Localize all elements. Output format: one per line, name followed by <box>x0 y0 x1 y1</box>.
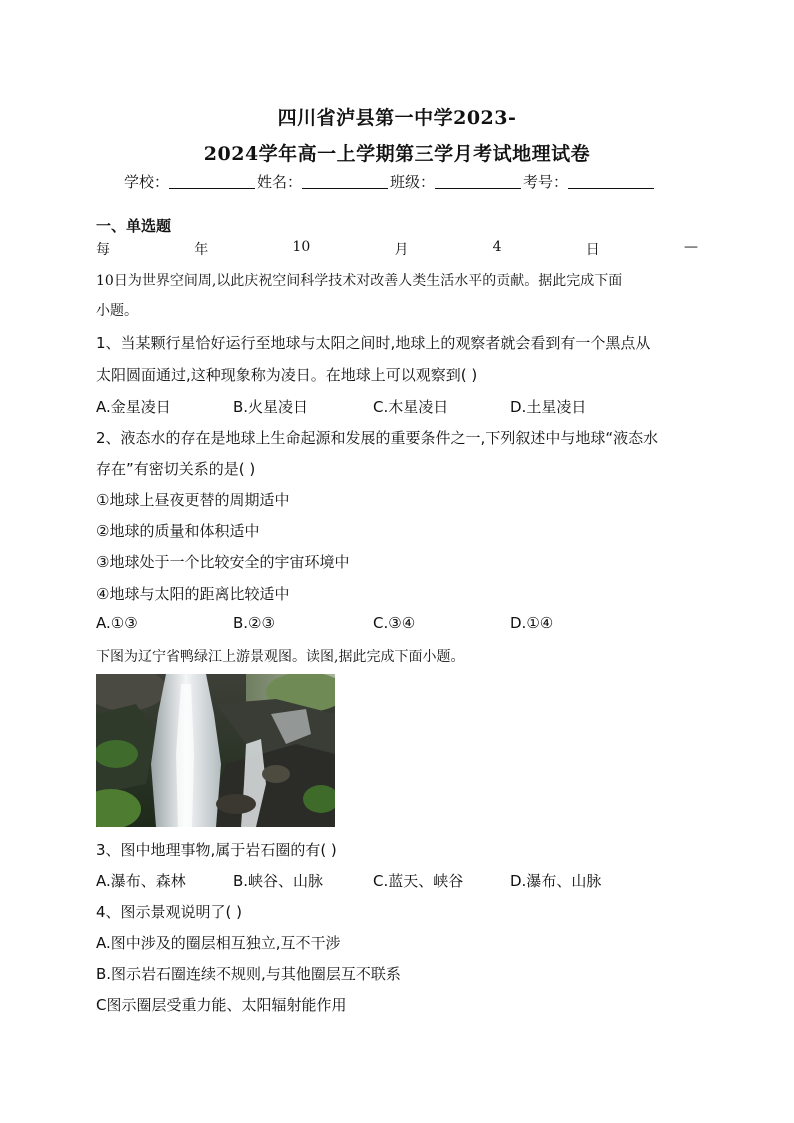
intro1-line1 <box>96 239 698 259</box>
q2-item-4: ④地球与太阳的距离比较适中 <box>96 585 290 603</box>
class-blank <box>435 174 521 189</box>
q1-option-d[interactable]: D.土星凌日 <box>510 398 587 416</box>
intro1-word: 4 <box>492 239 502 255</box>
q2-option-c[interactable]: C.③④ <box>373 614 416 632</box>
exam-no-label: 考号： <box>523 173 569 191</box>
intro1-line3: 小题。 <box>96 303 138 319</box>
q2-stem-line2: 存在”有密切关系的是( ) <box>96 460 256 478</box>
intro1-word: 月 <box>394 242 409 258</box>
q1-stem-line1: 1、当某颗行星恰好运行至地球与太阳之间时,地球上的观察者就会看到有一个黑点从 <box>96 334 651 352</box>
intro1-word: 年 <box>194 242 209 258</box>
intro1-word: 10 <box>292 239 311 255</box>
q2-option-b[interactable]: B.②③ <box>233 614 275 632</box>
q3-stem: 3、图中地理事物,属于岩石圈的有( ) <box>96 841 337 859</box>
name-blank <box>302 174 388 189</box>
q3-option-b[interactable]: B.峡谷、山脉 <box>233 872 324 890</box>
q3-option-d[interactable]: D.瀑布、山脉 <box>510 872 602 890</box>
student-info-line <box>124 171 656 192</box>
waterfall-photo <box>96 674 335 827</box>
intro1-line2: 10日为世界空间周,以此庆祝空间科学技术对改善人类生活水平的贡献。据此完成下面 <box>96 273 623 289</box>
q1-stem-line2: 太阳圆面通过,这种现象称为凌日。在地球上可以观察到( ) <box>96 366 478 384</box>
q3-option-c[interactable]: C.蓝天、峡谷 <box>373 872 464 890</box>
class-label: 班级： <box>390 173 436 191</box>
q2-stem-line1: 2、液态水的存在是地球上生命起源和发展的重要条件之一,下列叙述中与地球“液态水 <box>96 429 659 447</box>
intro1-word: 每 <box>96 242 110 258</box>
q3-option-a[interactable]: A.瀑布、森林 <box>96 872 186 890</box>
q2-option-a[interactable]: A.①③ <box>96 614 138 632</box>
q4-option-b[interactable]: B.图示岩石圈连续不规则,与其他圈层互不联系 <box>96 965 401 983</box>
q1-option-c[interactable]: C.木星凌日 <box>373 398 449 416</box>
q4-option-a[interactable]: A.图中涉及的圈层相互独立,互不干涉 <box>96 934 341 952</box>
q4-stem: 4、图示景观说明了( ) <box>96 903 243 921</box>
intro1-word: — <box>683 239 698 255</box>
doc-title-line2: 2024学年高一上学期第三学月考试地理试卷 <box>203 143 591 165</box>
exam-no-blank <box>568 174 654 189</box>
school-label: 学校： <box>124 173 170 191</box>
section-heading: 一、单选题 <box>96 217 172 235</box>
q4-option-c[interactable]: C图示圈层受重力能、太阳辐射能作用 <box>96 996 347 1014</box>
q2-option-d[interactable]: D.①④ <box>510 614 554 632</box>
q1-option-a[interactable]: A.金星凌日 <box>96 398 171 416</box>
intro2: 下图为辽宁省鸭绿江上游景观图。读图,据此完成下面小题。 <box>96 649 465 665</box>
doc-title-line1: 四川省泸县第一中学2023- <box>277 107 517 129</box>
school-blank <box>169 174 255 189</box>
q2-item-3: ③地球处于一个比较安全的宇宙环境中 <box>96 553 350 571</box>
q2-item-1: ①地球上昼夜更替的周期适中 <box>96 491 290 509</box>
q2-item-2: ②地球的质量和体积适中 <box>96 522 260 540</box>
intro1-word: 日 <box>585 242 600 258</box>
name-label: 姓名： <box>257 173 303 191</box>
q1-option-b[interactable]: B.火星凌日 <box>233 398 309 416</box>
